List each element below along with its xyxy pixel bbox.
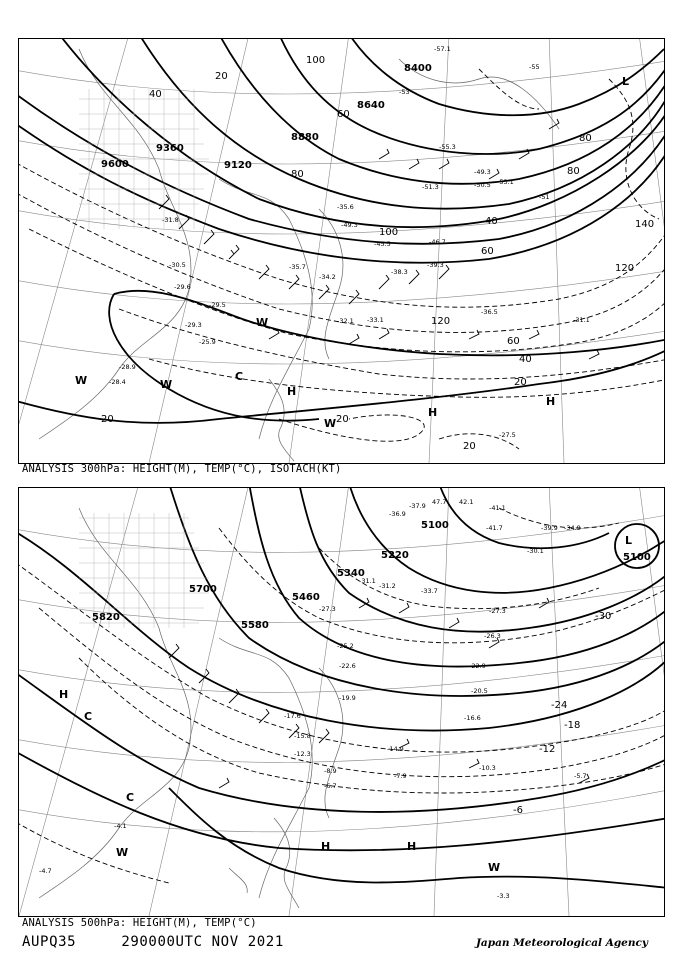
isotach-label: 100 — [379, 227, 399, 238]
high-symbol: H — [287, 385, 297, 398]
height-label: 5220 — [381, 550, 409, 561]
low-symbol: L — [622, 75, 630, 88]
temp-value: -49.3 — [341, 221, 358, 229]
temp-label: -6 — [513, 805, 523, 816]
isotach-label: 80 — [567, 166, 580, 177]
isotach-label: 20 — [336, 414, 349, 425]
temp-value: -53 — [399, 88, 410, 96]
temp-value: -37.9 — [409, 502, 426, 510]
temp-value: -25.2 — [337, 642, 354, 650]
isotach-label: 40 — [485, 216, 498, 227]
height-label: 9120 — [224, 160, 252, 171]
height-label: 5700 — [189, 584, 217, 595]
temp-value: -49.3 — [474, 168, 491, 176]
temp-value: -16.6 — [464, 714, 481, 722]
height-label: 8640 — [357, 100, 385, 111]
temp-value: -31.1 — [573, 316, 590, 324]
isotach-label: 20 — [101, 414, 114, 425]
isotach-contours-300 — [19, 69, 664, 449]
temp-value: -29.6 — [174, 283, 191, 291]
height-label: 5460 — [292, 592, 320, 603]
temp-label: -30 — [595, 611, 612, 622]
temp-value: -12.3 — [294, 750, 311, 758]
temp-value: -30.5 — [169, 261, 186, 269]
temp-value: -29.5 — [209, 301, 226, 309]
caption-500hpa: ANALYSIS 500hPa: HEIGHT(M), TEMP(°C) — [22, 917, 257, 929]
temp-value: -45.5 — [374, 240, 391, 248]
temp-value: -17.6 — [284, 712, 301, 720]
hatched-area-300 — [79, 89, 209, 229]
temp-value: -5.7 — [574, 772, 587, 780]
temp-value: 47.7 — [432, 498, 447, 506]
map-500hpa-canvas — [19, 488, 664, 916]
map-300hpa-canvas — [19, 39, 664, 463]
temp-value: -33.7 — [421, 587, 438, 595]
warm-symbol: W — [256, 316, 269, 329]
isotach-label: 140 — [635, 219, 655, 230]
temp-value: -41.7 — [486, 524, 503, 532]
height-contours-300 — [19, 39, 664, 423]
isotach-label: 60 — [337, 109, 350, 120]
temp-value: -41.1 — [489, 504, 506, 512]
low-symbol: L — [625, 534, 633, 547]
height-label: 5100 — [421, 520, 449, 531]
high-symbol: H — [407, 840, 417, 853]
temp-value: -50.5 — [474, 181, 491, 189]
temp-value: -38.3 — [391, 268, 408, 276]
temp-value: -39.3 — [427, 261, 444, 269]
warm-symbol: W — [160, 378, 173, 391]
high-symbol: H — [59, 688, 69, 701]
temp-value: -8.9 — [324, 767, 337, 775]
height-label: 5820 — [92, 612, 120, 623]
temp-value: -27.3 — [489, 607, 506, 615]
temp-value: -6.7 — [324, 782, 337, 790]
temp-value: -34.9 — [564, 524, 581, 532]
temp-value: -3.3 — [497, 892, 510, 900]
temp-value: -20.5 — [471, 687, 488, 695]
temp-value: -31.1 — [359, 577, 376, 585]
cold-symbol: C — [126, 791, 135, 804]
temp-value: -30.1 — [527, 547, 544, 555]
high-symbol: H — [546, 395, 556, 408]
temp-value: -25.9 — [199, 338, 216, 346]
valid-time: 290000UTC NOV 2021 — [121, 934, 284, 950]
isotach-label: 60 — [481, 246, 494, 257]
temp-value: -46.7 — [429, 238, 446, 246]
temp-value: -33.1 — [367, 316, 384, 324]
isotach-label: 60 — [507, 336, 520, 347]
temp-value: -51 — [539, 193, 550, 201]
coastline-500 — [39, 508, 343, 908]
temp-value: -35.7 — [289, 263, 306, 271]
isotach-label: 120 — [431, 316, 451, 327]
temp-value: -34.2 — [319, 273, 336, 281]
temp-label: -24 — [551, 700, 568, 711]
height-label: 8880 — [291, 132, 319, 143]
temp-value: -31.8 — [162, 216, 179, 224]
temp-value: -22.6 — [339, 662, 356, 670]
caption-300hpa: ANALYSIS 300hPa: HEIGHT(M), TEMP(°C), ISOTACH(KT) — [22, 463, 342, 475]
temp-value: -51.3 — [422, 183, 439, 191]
isotach-label: 120 — [615, 263, 635, 274]
temp-value: -39.9 — [541, 524, 558, 532]
temp-value: -7.9 — [394, 772, 407, 780]
hatched-area-500 — [79, 513, 209, 628]
isotach-label: 40 — [519, 354, 532, 365]
cold-symbol: C — [84, 710, 93, 723]
temp-label: -18 — [564, 720, 581, 731]
temp-value: -4.1 — [114, 822, 127, 830]
isotach-label: 20 — [514, 377, 527, 388]
temp-value: -15.8 — [294, 732, 311, 740]
height-label: 9360 — [156, 143, 184, 154]
temp-value: -10.3 — [479, 764, 496, 772]
isotach-label: 80 — [579, 133, 592, 144]
warm-symbol: W — [324, 417, 337, 430]
temp-value: -55.3 — [439, 143, 456, 151]
temp-value: -14.9 — [387, 745, 404, 753]
isotach-label: 20 — [215, 71, 228, 82]
isotach-label: 20 — [463, 441, 476, 452]
agency-credit: Japan Meteorological Agency — [475, 937, 648, 949]
temp-value: -36.5 — [481, 308, 498, 316]
temp-value: -22.9 — [469, 662, 486, 670]
temp-value: -19.9 — [339, 694, 356, 702]
temp-value: -36.9 — [389, 510, 406, 518]
temp-value: -4.7 — [39, 867, 52, 875]
height-label: 9600 — [101, 159, 129, 170]
temp-value: -35.6 — [337, 203, 354, 211]
high-symbol: H — [428, 406, 438, 419]
isotach-label: 100 — [306, 55, 326, 66]
temp-value: -53.1 — [497, 178, 514, 186]
temp-value: -26.3 — [484, 632, 501, 640]
temp-value: -32.1 — [337, 317, 354, 325]
map-500hpa — [18, 487, 665, 917]
height-label: 5340 — [337, 568, 365, 579]
warm-symbol: W — [488, 861, 501, 874]
height-label: 5100 — [623, 552, 651, 563]
temp-value: -27.3 — [319, 605, 336, 613]
cold-symbol: C — [235, 370, 244, 383]
high-symbol: H — [321, 840, 331, 853]
temp-value: -28.4 — [109, 378, 126, 386]
temp-value: -28.9 — [119, 363, 136, 371]
isotach-label: 40 — [149, 89, 162, 100]
warm-symbol: W — [75, 374, 88, 387]
product-line — [22, 934, 284, 950]
map-300hpa — [18, 38, 665, 464]
temp-value: -31.2 — [379, 582, 396, 590]
warm-symbol: W — [116, 846, 129, 859]
temp-value: -29.3 — [185, 321, 202, 329]
height-label: 5580 — [241, 620, 269, 631]
temp-label: -12 — [539, 744, 556, 755]
temp-value: -57.1 — [434, 45, 451, 53]
temp-value: 42.1 — [459, 498, 474, 506]
height-label: 8400 — [404, 63, 432, 74]
product-code: AUPQ35 — [22, 934, 77, 950]
temp-value: -55 — [529, 63, 540, 71]
temp-value: -27.5 — [499, 431, 516, 439]
isotach-label: 80 — [291, 169, 304, 180]
